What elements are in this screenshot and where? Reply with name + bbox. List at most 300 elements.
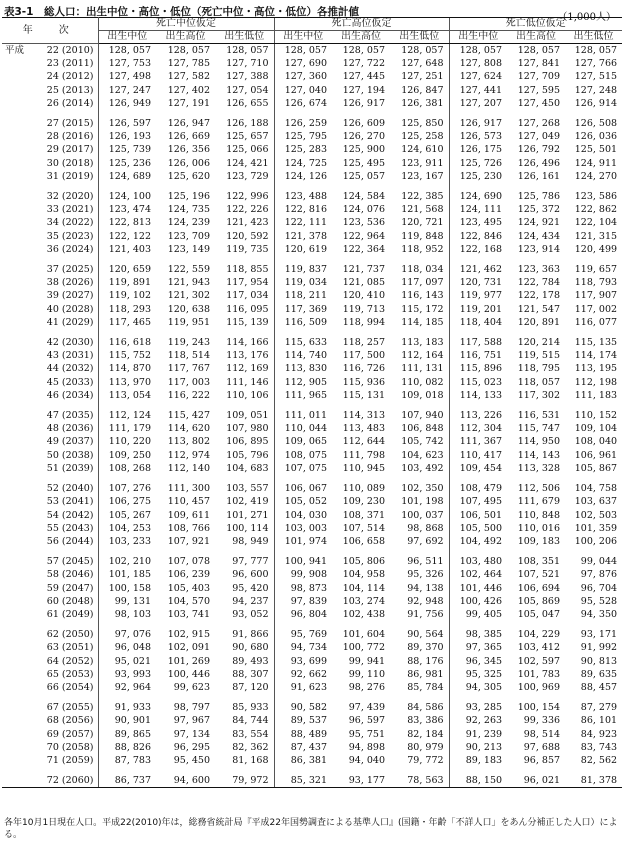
value-cell: 96, 857	[523, 754, 561, 766]
value-cell: 117, 588	[449, 336, 507, 349]
value-cell: 89, 635	[580, 668, 618, 680]
value-cell: 105, 806	[342, 556, 386, 568]
table-row	[2, 57, 622, 70]
value-cell: 112, 644	[342, 436, 386, 448]
value-cell: 99, 336	[523, 715, 561, 727]
value-cell: 121, 462	[449, 263, 507, 276]
value-cell: 120, 731	[449, 276, 507, 289]
value-cell: 86, 381	[274, 754, 332, 767]
value-cell: 108, 766	[167, 522, 210, 534]
table-row	[2, 595, 622, 608]
value-cell: 114, 185	[401, 316, 444, 328]
value-cell: 101, 185	[108, 569, 151, 581]
value-cell: 88, 826	[114, 741, 151, 753]
value-cell: 103, 637	[574, 496, 618, 508]
era-cell	[2, 336, 28, 349]
value-cell: 89, 865	[114, 728, 151, 740]
value-cell: 116, 618	[108, 337, 151, 349]
era-cell	[2, 608, 28, 621]
table-row	[2, 714, 622, 727]
value-cell: 113, 226	[449, 409, 507, 422]
table-row	[2, 495, 622, 508]
value-cell: 123, 914	[517, 243, 561, 255]
value-cell: 113, 054	[108, 389, 151, 401]
era-cell	[2, 84, 28, 97]
value-cell: 112, 124	[108, 410, 151, 422]
value-cell: 98, 514	[523, 728, 561, 740]
value-cell: 122, 862	[574, 204, 618, 216]
year-cell: 46 (2034)	[28, 389, 98, 402]
value-cell: 94, 138	[407, 582, 444, 594]
subheader-high-birth: 出生高位	[507, 31, 565, 44]
value-cell: 127, 040	[274, 84, 332, 97]
value-cell: 122, 559	[167, 264, 210, 276]
value-cell: 117, 500	[342, 350, 386, 362]
value-cell: 92, 948	[407, 595, 444, 607]
table-row	[2, 641, 622, 654]
value-cell: 117, 907	[574, 290, 618, 302]
value-cell: 124, 610	[401, 144, 444, 156]
value-cell: 110, 945	[342, 462, 386, 474]
era-cell	[2, 435, 28, 448]
value-cell: 91, 933	[114, 702, 151, 714]
table-row	[2, 203, 622, 216]
value-cell: 112, 198	[574, 376, 618, 388]
value-cell: 99, 405	[449, 608, 507, 621]
value-cell: 120, 721	[401, 217, 444, 229]
value-cell: 107, 921	[167, 535, 210, 547]
value-cell: 122, 816	[274, 203, 332, 216]
value-cell: 103, 741	[167, 608, 210, 620]
value-cell: 106, 848	[401, 423, 444, 435]
era-cell	[2, 409, 28, 422]
value-cell: 91, 756	[407, 608, 444, 620]
value-cell: 119, 837	[274, 263, 332, 276]
value-cell: 117, 767	[167, 363, 210, 375]
value-cell: 95, 450	[173, 754, 210, 766]
value-cell: 113, 970	[108, 376, 151, 388]
value-cell: 119, 735	[226, 243, 269, 255]
value-cell: 128, 057	[401, 45, 444, 56]
year-cell: 72 (2060)	[28, 774, 98, 788]
value-cell: 120, 214	[517, 337, 561, 349]
value-cell: 85, 321	[274, 774, 332, 788]
value-cell: 123, 167	[401, 170, 444, 182]
value-cell: 107, 276	[108, 483, 151, 495]
year-cell: 57 (2045)	[28, 555, 98, 568]
era-cell	[2, 263, 28, 276]
value-cell: 90, 564	[407, 629, 444, 641]
value-cell: 106, 239	[167, 569, 210, 581]
year-cell: 63 (2051)	[28, 641, 98, 654]
value-cell: 88, 150	[449, 774, 507, 788]
value-cell: 118, 855	[226, 264, 269, 276]
value-cell: 118, 793	[574, 277, 618, 289]
value-cell: 103, 274	[342, 595, 386, 607]
value-cell: 119, 977	[449, 289, 507, 302]
subheader-high-birth: 出生高位	[156, 31, 215, 44]
value-cell: 106, 275	[108, 496, 151, 508]
value-cell: 116, 726	[342, 363, 386, 375]
table-row	[2, 409, 622, 422]
group-spacer	[2, 329, 622, 336]
value-cell: 107, 521	[517, 569, 561, 581]
table-row	[2, 754, 622, 767]
value-cell: 115, 427	[167, 410, 210, 422]
value-cell: 126, 917	[342, 97, 386, 109]
table-row	[2, 157, 622, 170]
population-table	[2, 17, 622, 788]
table-row	[2, 568, 622, 581]
value-cell: 99, 131	[114, 595, 151, 607]
year-cell: 60 (2048)	[28, 595, 98, 608]
era-cell	[2, 774, 28, 788]
value-cell: 104, 958	[342, 569, 386, 581]
table-row	[2, 289, 622, 302]
table-row	[2, 243, 622, 256]
value-cell: 114, 174	[574, 350, 618, 362]
value-cell: 111, 179	[108, 423, 151, 435]
table-row	[2, 509, 622, 522]
era-cell	[2, 701, 28, 714]
value-cell: 112, 506	[517, 483, 561, 495]
era-cell	[2, 495, 28, 508]
value-cell: 115, 896	[449, 362, 507, 375]
value-cell: 127, 247	[108, 84, 151, 96]
value-cell: 126, 669	[167, 131, 210, 143]
year-cell: 65 (2053)	[28, 668, 98, 681]
era-cell	[2, 462, 28, 475]
era-cell	[2, 117, 28, 130]
value-cell: 115, 131	[342, 389, 386, 401]
value-cell: 119, 034	[274, 276, 332, 289]
value-cell: 107, 514	[342, 522, 386, 534]
value-cell: 122, 996	[226, 191, 269, 203]
value-cell: 115, 747	[517, 423, 561, 435]
value-cell: 127, 054	[226, 84, 269, 96]
table-row	[2, 701, 622, 714]
value-cell: 122, 813	[108, 217, 151, 229]
value-cell: 109, 183	[517, 535, 561, 547]
year-cell: 50 (2038)	[28, 449, 98, 462]
value-cell: 120, 499	[574, 243, 618, 255]
value-cell: 126, 161	[517, 170, 561, 182]
value-cell: 126, 573	[449, 130, 507, 143]
value-cell: 127, 624	[449, 70, 507, 83]
value-cell: 111, 798	[342, 449, 386, 461]
value-cell: 101, 269	[167, 655, 210, 667]
value-cell: 118, 211	[274, 289, 332, 302]
value-cell: 126, 175	[449, 143, 507, 156]
value-cell: 112, 140	[167, 462, 210, 474]
year-cell: 34 (2022)	[28, 216, 98, 229]
value-cell: 97, 365	[449, 641, 507, 654]
value-cell: 109, 454	[449, 462, 507, 475]
value-cell: 89, 183	[449, 754, 507, 767]
value-cell: 127, 251	[401, 71, 444, 83]
value-cell: 111, 183	[574, 389, 618, 401]
year-cell: 64 (2052)	[28, 655, 98, 668]
value-cell: 105, 867	[574, 462, 618, 474]
era-cell	[2, 641, 28, 654]
value-cell: 80, 979	[407, 741, 444, 753]
value-cell: 124, 239	[167, 217, 210, 229]
value-cell: 117, 002	[574, 303, 618, 315]
value-cell: 113, 483	[342, 423, 386, 435]
era-cell	[2, 389, 28, 402]
value-cell: 84, 923	[580, 728, 618, 740]
era-cell	[2, 482, 28, 495]
value-cell: 84, 586	[407, 702, 444, 714]
value-cell: 97, 692	[407, 535, 444, 547]
value-cell: 86, 981	[407, 668, 444, 680]
value-cell: 119, 951	[167, 316, 210, 328]
value-cell: 121, 403	[108, 243, 151, 255]
value-cell: 89, 537	[274, 714, 332, 727]
year-cell: 49 (2037)	[28, 435, 98, 448]
footnote: 各年10月1日現在人口。平成22(2010)年は，総務省統計局『平成22年国勢調査による基準人口』(国籍・年齢「不詳人口」をあん分補正した人口）による。	[4, 818, 618, 840]
value-cell: 122, 784	[517, 277, 561, 289]
value-cell: 96, 295	[173, 741, 210, 753]
value-cell: 127, 709	[517, 71, 561, 83]
value-cell: 119, 848	[401, 230, 444, 242]
value-cell: 128, 057	[274, 44, 332, 58]
value-cell: 116, 222	[167, 389, 210, 401]
value-cell: 126, 949	[108, 97, 151, 109]
value-cell: 110, 082	[401, 376, 444, 388]
value-cell: 111, 367	[449, 435, 507, 448]
value-cell: 99, 623	[173, 681, 210, 693]
era-cell	[2, 655, 28, 668]
value-cell: 81, 168	[232, 754, 269, 766]
value-cell: 101, 783	[517, 668, 561, 680]
table-row	[2, 522, 622, 535]
year-cell: 70 (2058)	[28, 741, 98, 754]
year-cell: 40 (2028)	[28, 303, 98, 316]
value-cell: 111, 011	[274, 409, 332, 422]
value-cell: 122, 178	[517, 290, 561, 302]
value-cell: 127, 498	[108, 71, 151, 83]
year-cell: 35 (2023)	[28, 230, 98, 243]
value-cell: 83, 386	[407, 715, 444, 727]
value-cell: 127, 194	[342, 84, 386, 96]
era-cell	[2, 728, 28, 741]
value-cell: 109, 230	[342, 496, 386, 508]
value-cell: 100, 446	[167, 668, 210, 680]
value-cell: 120, 410	[342, 290, 386, 302]
table-row	[2, 389, 622, 402]
value-cell: 95, 325	[449, 668, 507, 681]
value-cell: 100, 154	[517, 702, 561, 714]
value-cell: 125, 726	[449, 157, 507, 170]
value-cell: 106, 961	[574, 449, 618, 461]
value-cell: 122, 122	[108, 230, 151, 242]
value-cell: 95, 420	[232, 582, 269, 594]
value-cell: 86, 101	[580, 715, 618, 727]
value-cell: 100, 941	[274, 555, 332, 568]
value-cell: 126, 193	[108, 131, 151, 143]
year-cell: 22 (2010)	[28, 44, 98, 58]
value-cell: 95, 528	[580, 595, 618, 607]
table-row	[2, 608, 622, 621]
table-row	[2, 555, 622, 568]
value-cell: 109, 065	[274, 435, 332, 448]
value-cell: 98, 797	[173, 702, 210, 714]
value-cell: 120, 592	[226, 230, 269, 242]
value-cell: 108, 479	[449, 482, 507, 495]
table-row	[2, 655, 622, 668]
table-row	[2, 462, 622, 475]
value-cell: 125, 258	[401, 131, 444, 143]
value-cell: 126, 917	[449, 117, 507, 130]
value-cell: 97, 439	[348, 702, 386, 714]
value-cell: 101, 271	[226, 509, 269, 521]
era-cell	[2, 243, 28, 256]
value-cell: 113, 802	[167, 436, 210, 448]
value-cell: 79, 772	[407, 754, 444, 766]
value-cell: 111, 146	[226, 376, 269, 388]
era-cell	[2, 422, 28, 435]
era-cell	[2, 376, 28, 389]
group-header-high-mortality: 死亡高位仮定	[274, 18, 449, 31]
era-cell	[2, 595, 28, 608]
value-cell: 125, 196	[167, 191, 210, 203]
value-cell: 91, 623	[274, 681, 332, 694]
value-cell: 109, 611	[167, 509, 210, 521]
table-row	[2, 482, 622, 495]
value-cell: 123, 488	[274, 190, 332, 203]
value-cell: 89, 370	[407, 642, 444, 654]
value-cell: 117, 369	[274, 303, 332, 316]
value-cell: 85, 784	[407, 681, 444, 693]
value-cell: 123, 474	[108, 204, 151, 216]
value-cell: 109, 104	[574, 423, 618, 435]
value-cell: 118, 795	[517, 363, 561, 375]
value-cell: 96, 345	[449, 655, 507, 668]
value-cell: 83, 554	[232, 728, 269, 740]
value-cell: 119, 515	[517, 350, 561, 362]
value-cell: 122, 226	[226, 204, 269, 216]
value-cell: 113, 176	[226, 350, 269, 362]
value-cell: 128, 057	[167, 45, 210, 56]
value-cell: 117, 954	[226, 277, 269, 289]
value-cell: 124, 100	[108, 191, 151, 203]
value-cell: 121, 423	[226, 217, 269, 229]
value-cell: 96, 704	[580, 582, 618, 594]
table-row	[2, 362, 622, 375]
year-cell: 71 (2059)	[28, 754, 98, 767]
value-cell: 100, 114	[226, 522, 269, 534]
value-cell: 92, 662	[274, 668, 332, 681]
era-cell	[2, 216, 28, 229]
value-cell: 105, 047	[517, 608, 561, 620]
value-cell: 94, 040	[348, 754, 386, 766]
value-cell: 124, 434	[517, 230, 561, 242]
group-spacer	[2, 694, 622, 701]
value-cell: 92, 263	[449, 714, 507, 727]
value-cell: 123, 586	[574, 191, 618, 203]
value-cell: 107, 980	[226, 423, 269, 435]
table-row	[2, 170, 622, 183]
table-row	[2, 422, 622, 435]
table-row	[2, 84, 622, 97]
value-cell: 99, 908	[274, 568, 332, 581]
value-cell: 122, 364	[342, 243, 386, 255]
value-cell: 84, 744	[232, 715, 269, 727]
value-cell: 114, 620	[167, 423, 210, 435]
value-cell: 87, 437	[274, 741, 332, 754]
value-cell: 102, 597	[517, 655, 561, 667]
value-cell: 105, 869	[517, 595, 561, 607]
value-cell: 115, 633	[274, 336, 332, 349]
value-cell: 121, 302	[167, 290, 210, 302]
value-cell: 110, 152	[574, 410, 618, 422]
table-row	[2, 435, 622, 448]
value-cell: 114, 740	[274, 349, 332, 362]
value-cell: 124, 911	[574, 157, 618, 169]
value-cell: 127, 710	[226, 58, 269, 70]
table-row	[2, 70, 622, 83]
value-cell: 125, 739	[108, 144, 151, 156]
value-cell: 108, 075	[274, 449, 332, 462]
value-cell: 126, 847	[401, 84, 444, 96]
year-cell: 55 (2043)	[28, 522, 98, 535]
value-cell: 126, 188	[226, 118, 269, 130]
value-cell: 106, 658	[342, 535, 386, 547]
value-cell: 95, 769	[274, 628, 332, 641]
value-cell: 119, 657	[574, 264, 618, 276]
subheader-low-birth: 出生低位	[565, 31, 622, 44]
value-cell: 118, 994	[342, 316, 386, 328]
value-cell: 96, 021	[507, 774, 565, 788]
table-row	[2, 276, 622, 289]
table-row	[2, 349, 622, 362]
year-cell: 47 (2035)	[28, 409, 98, 422]
value-cell: 105, 500	[449, 522, 507, 535]
value-cell: 128, 057	[108, 45, 151, 56]
era-cell	[2, 522, 28, 535]
value-cell: 99, 044	[580, 556, 618, 568]
table-row	[2, 376, 622, 389]
table-row	[2, 336, 622, 349]
value-cell: 117, 302	[517, 389, 561, 401]
value-cell: 89, 493	[232, 655, 269, 667]
table-row	[2, 97, 622, 110]
year-cell: 68 (2056)	[28, 714, 98, 727]
value-cell: 103, 492	[401, 462, 444, 474]
era-cell	[2, 157, 28, 170]
value-cell: 127, 248	[574, 84, 618, 96]
value-cell: 88, 457	[580, 681, 618, 693]
value-cell: 127, 785	[167, 58, 210, 70]
year-cell: 42 (2030)	[28, 336, 98, 349]
value-cell: 127, 515	[574, 71, 618, 83]
value-cell: 98, 103	[114, 608, 151, 620]
era-cell	[2, 449, 28, 462]
value-cell: 96, 600	[232, 569, 269, 581]
value-cell: 94, 237	[232, 595, 269, 607]
value-cell: 109, 250	[108, 449, 151, 461]
year-cell: 38 (2026)	[28, 276, 98, 289]
value-cell: 97, 967	[173, 715, 210, 727]
value-cell: 122, 846	[449, 230, 507, 243]
year-cell: 25 (2013)	[28, 84, 98, 97]
value-cell: 93, 052	[232, 608, 269, 620]
value-cell: 127, 690	[274, 57, 332, 70]
value-cell: 126, 036	[574, 131, 618, 143]
year-cell: 33 (2021)	[28, 203, 98, 216]
group-spacer	[2, 110, 622, 117]
